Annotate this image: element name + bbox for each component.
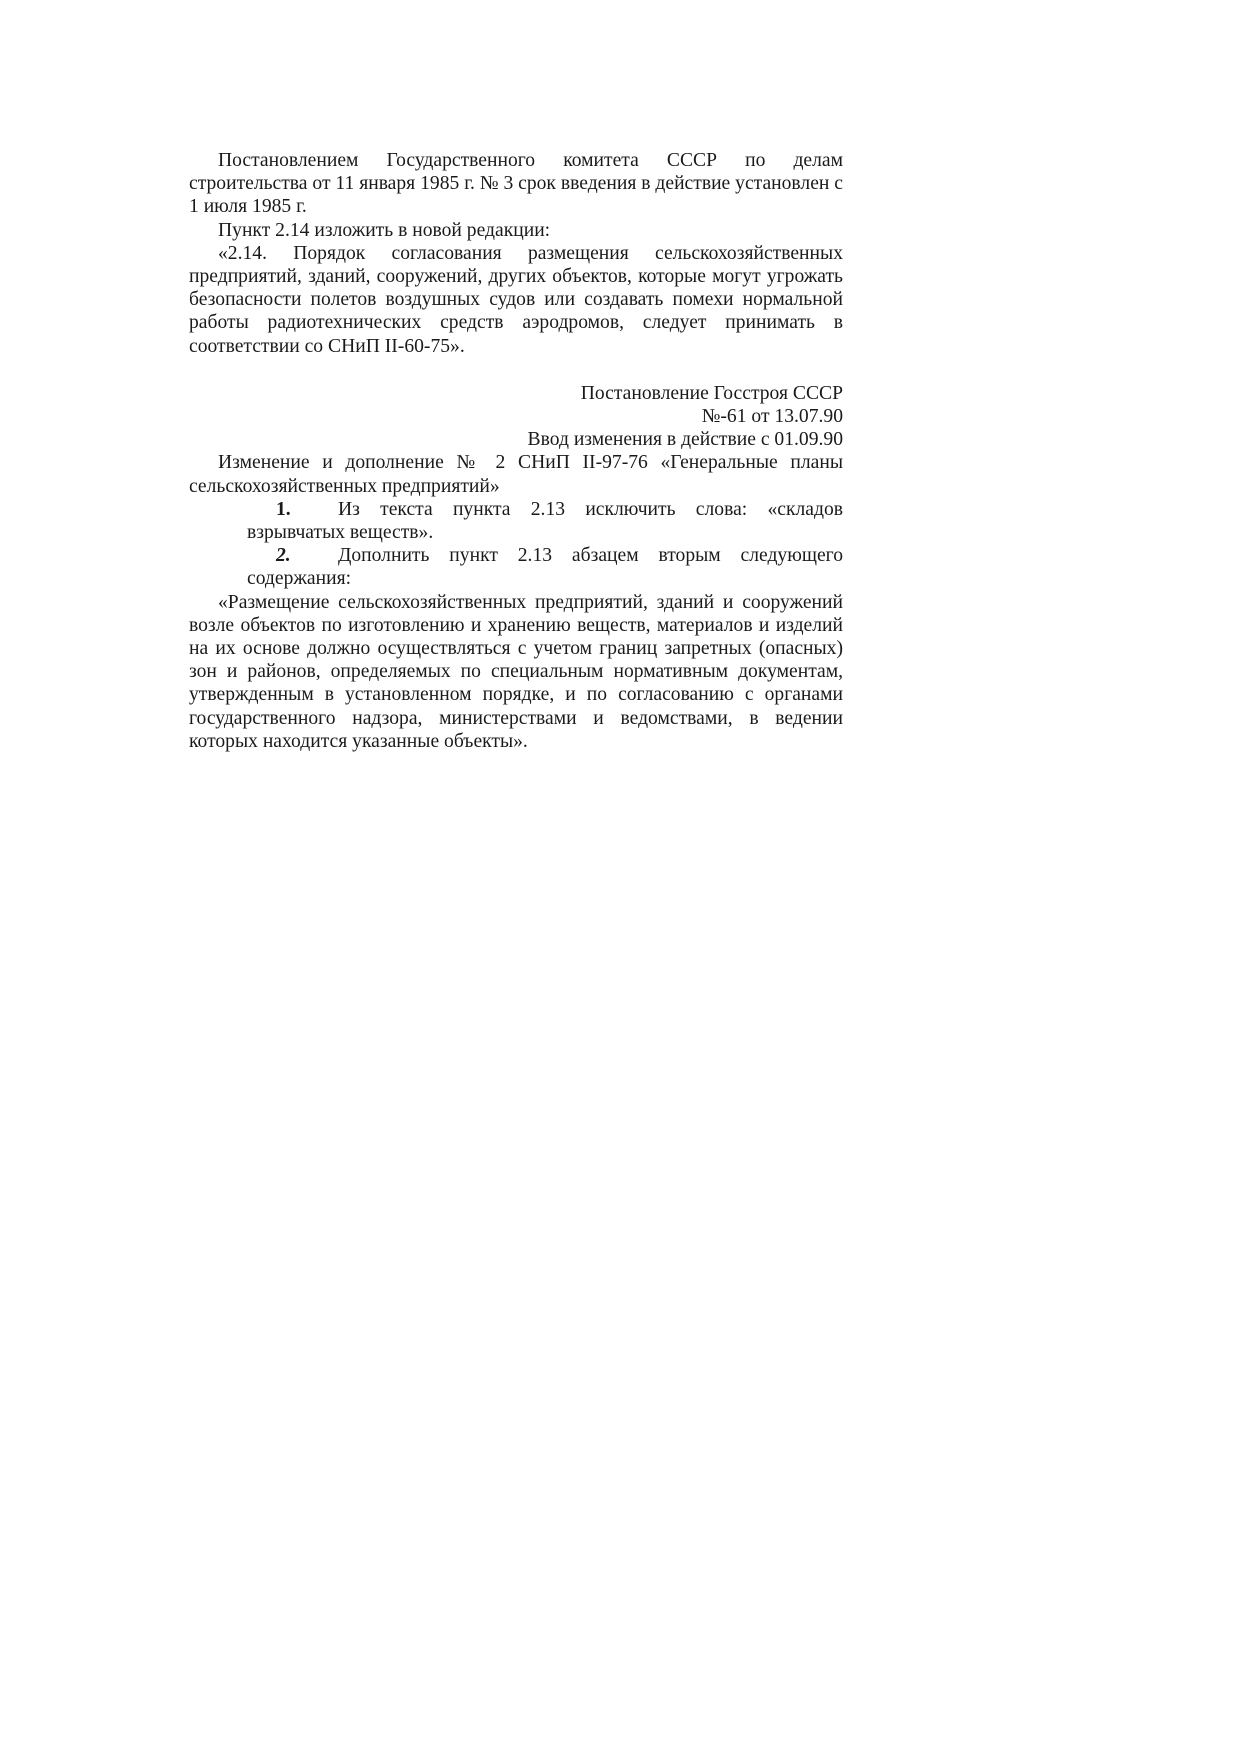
list-item-number: 2. bbox=[276, 545, 291, 567]
reference-effective-date: Ввод изменения в действие с 01.09.90 bbox=[527, 429, 843, 451]
paragraph-enactment: Постановлением Государственного комитета СССР по делам строительства от 11 января 1985 г. № 3 срок введения в действие установлен с 1 июля 1985 г. bbox=[189, 150, 843, 218]
paragraph-placement-rules: «Размещение сельскохозяйственных предприятий, зданий и сооружений возле объектов по изготовлению и хранению веществ, материалов и изделий на их основе должно осуществляться с учетом границ запретных (опасных) зон и районов, определяемых по специальным нормативным документам, утвержденным в установленном порядке, и по согласованию с органами государственного надзора, министерствами и ведомствами, в ведении которых находится указанные объекты». bbox=[189, 591, 843, 752]
list-item-1 bbox=[247, 498, 843, 544]
spacer bbox=[189, 358, 843, 382]
reference-number-date: №-61 от 13.07.90 bbox=[701, 406, 843, 428]
list-item-text: Дополнить пункт 2.13 абзацем вторым следующего содержания: bbox=[247, 545, 843, 590]
paragraph-instruction: Пункт 2.14 изложить в новой редакции: bbox=[218, 219, 551, 241]
reference-title: Постановление Госстроя СССР bbox=[580, 382, 843, 404]
list-item-number: 1. bbox=[276, 498, 291, 520]
document-page bbox=[189, 149, 843, 753]
list-item-text: Из текста пункта 2.13 исключить слова: «складов взрывчатых веществ». bbox=[247, 498, 843, 544]
paragraph-amendment-title: Изменение и дополнение № 2 СНиП II-97-76 «Генеральные планы сельскохозяйственных предприятий» bbox=[189, 452, 843, 497]
list-item-2 bbox=[247, 544, 843, 590]
paragraph-clause-2-14: «2.14. Порядок согласования размещения сельскохозяйственных предприятий, зданий, сооружений, других объектов, которые могут угрожать безопасности полетов воздушных судов или создавать помехи нормальной работы радиотехнических средств аэродромов, следует принимать в соответствии со СНиП II-60-75». bbox=[189, 242, 843, 357]
